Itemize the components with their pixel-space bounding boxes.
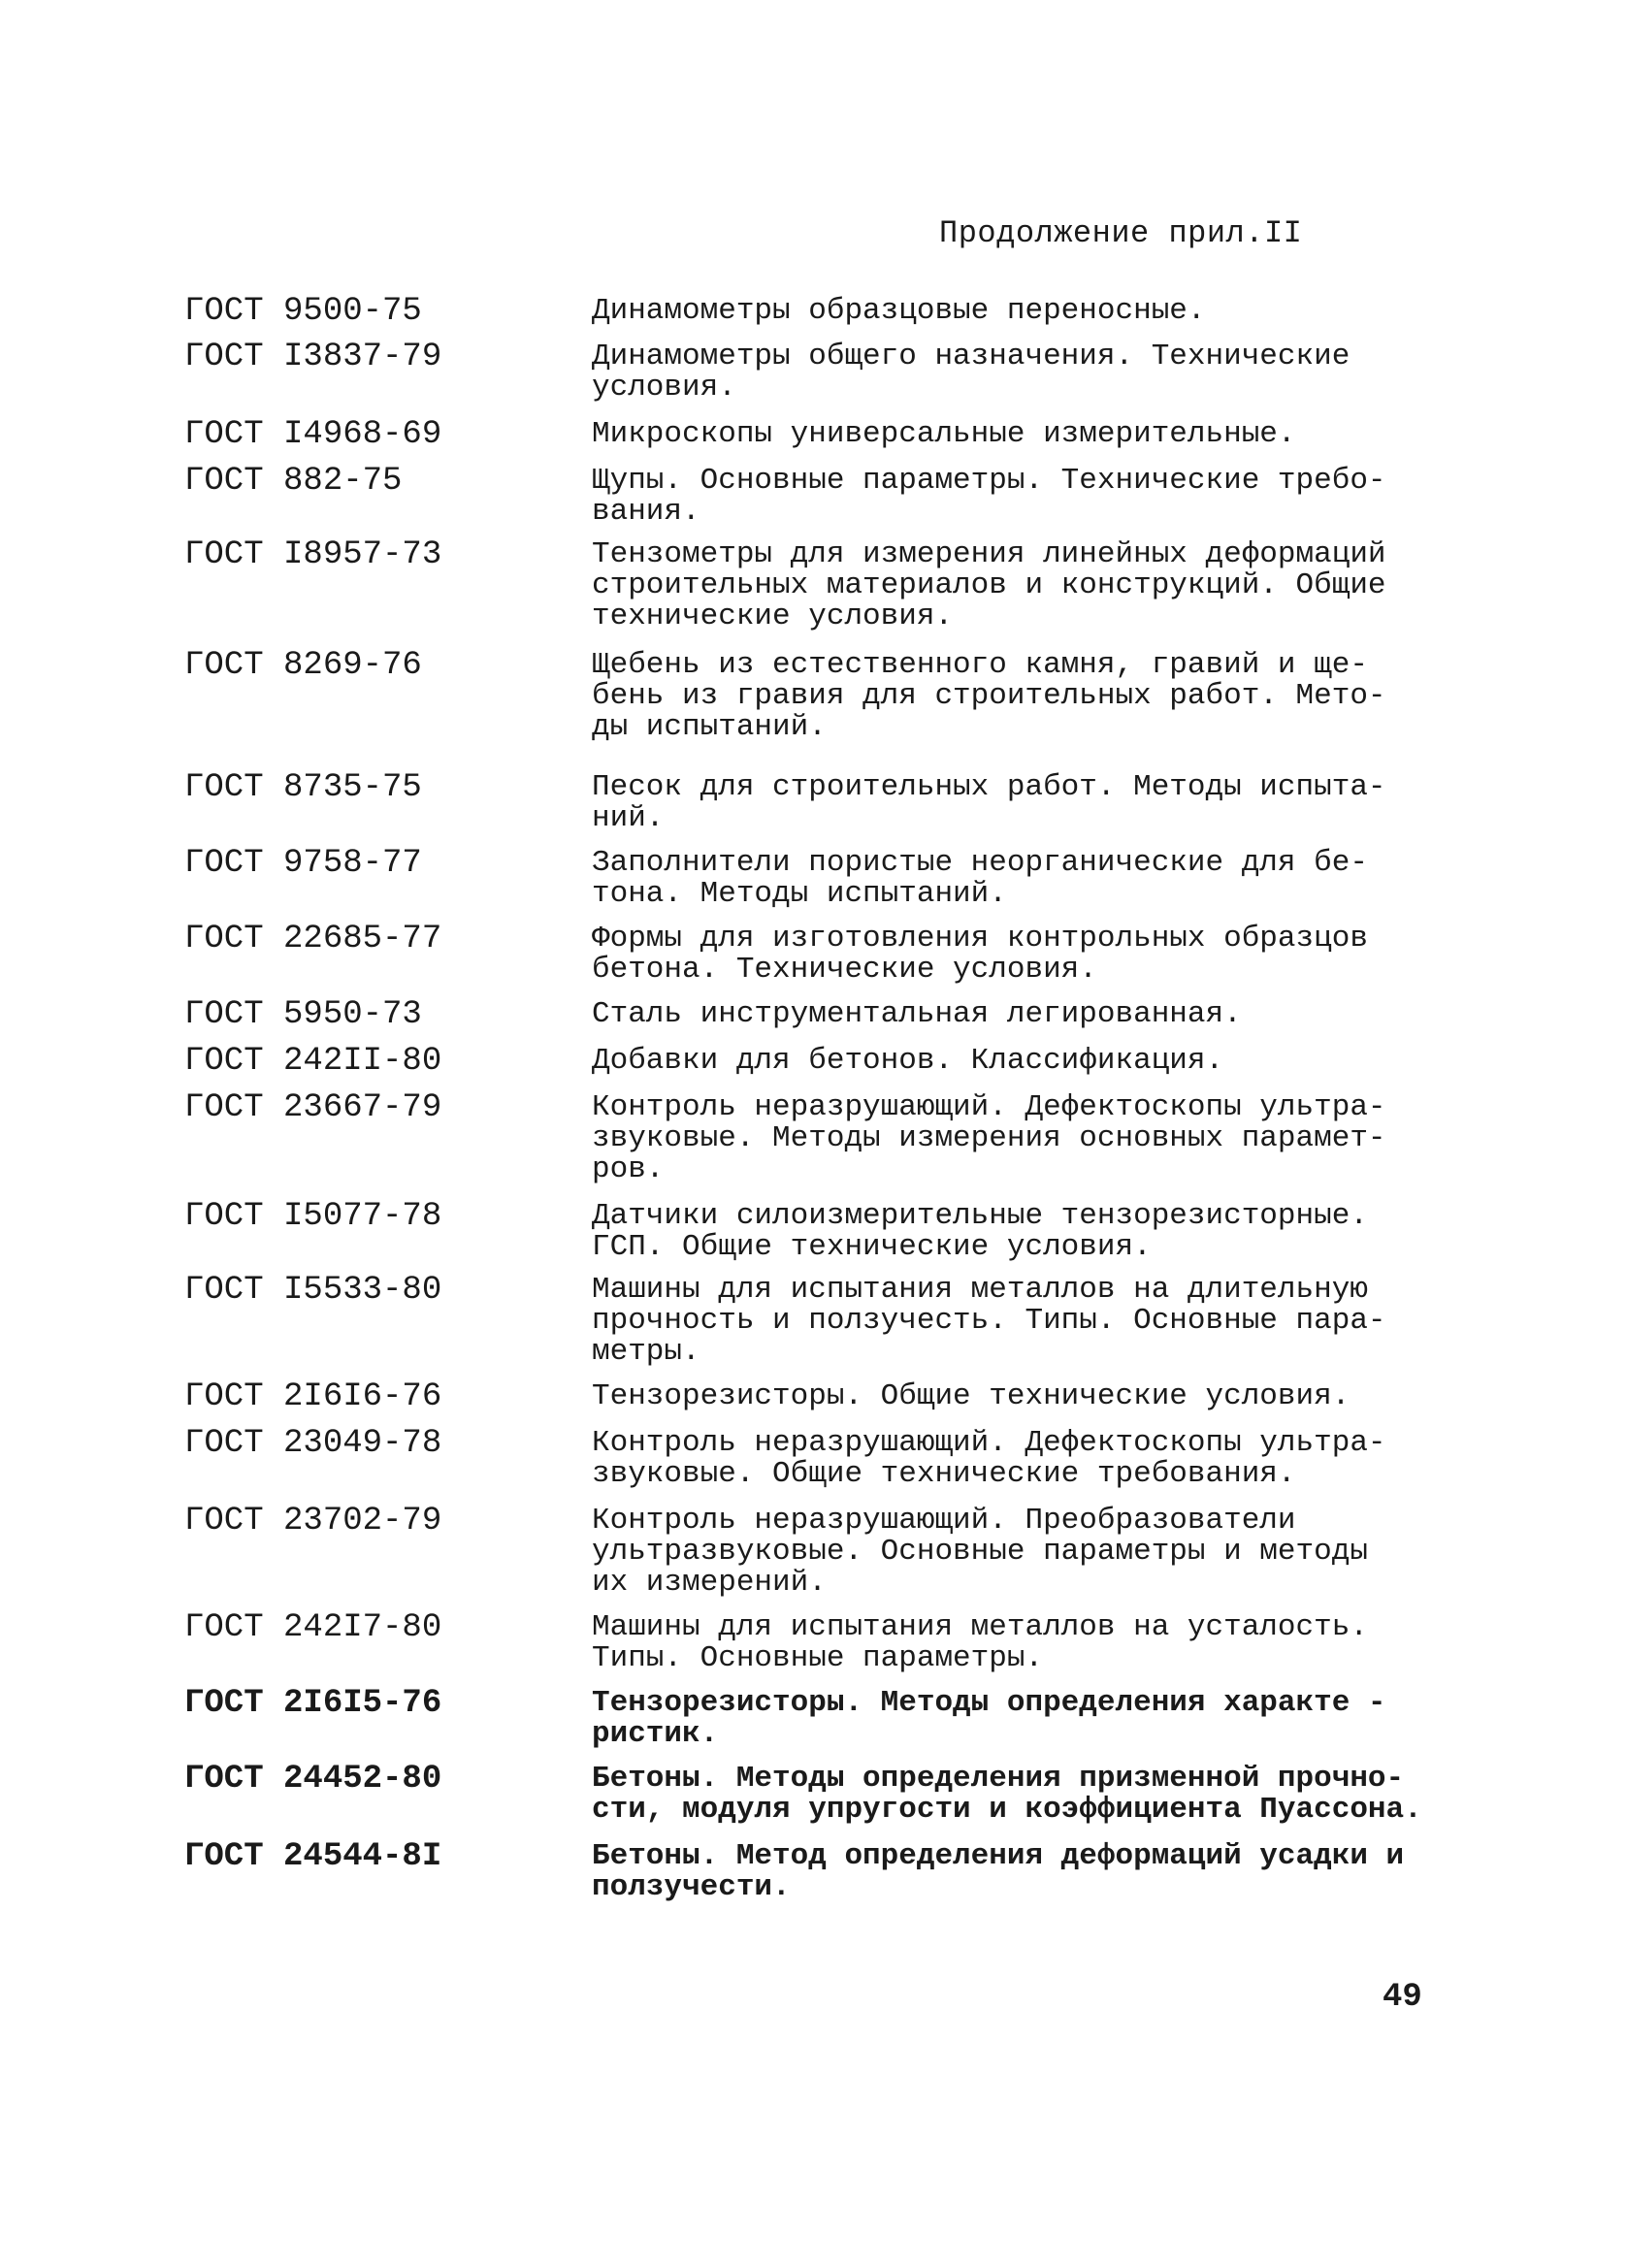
- standard-code: ГОСТ 9500-75: [184, 293, 422, 330]
- standard-title: Динамометры общего назначения. Технические условия.: [592, 340, 1350, 405]
- page-number: 49: [1383, 1979, 1422, 2016]
- standard-title: Микроскопы универсальные измерительные.: [592, 417, 1296, 451]
- standard-code: ГОСТ 242II-80: [184, 1043, 442, 1080]
- standard-title: Машины для испытания металлов на усталость. Типы. Основные параметры.: [592, 1610, 1368, 1675]
- standard-code: ГОСТ 23702-79: [184, 1503, 442, 1539]
- standard-title: Щебень из естественного камня, гравий и ще- бень из гравия для строительных работ. Мето- ды испытаний.: [592, 648, 1386, 744]
- standard-code: ГОСТ I5077-78: [184, 1198, 442, 1235]
- standard-code: ГОСТ 8269-76: [184, 647, 422, 684]
- standard-title: Щупы. Основные параметры. Технические требо- вания.: [592, 464, 1386, 529]
- standard-code: ГОСТ 2I6I6-76: [184, 1378, 442, 1415]
- standard-title: Заполнители пористые неорганические для бе- тона. Методы испытаний.: [592, 846, 1368, 911]
- standard-code: ГОСТ 882-75: [184, 463, 403, 500]
- standard-title: Контроль неразрушающий. Преобразователи ультразвуковые. Основные параметры и методы их измерений.: [592, 1504, 1368, 1600]
- standard-code: ГОСТ 23049-78: [184, 1425, 442, 1462]
- standard-title: Контроль неразрушающий. Дефектоскопы ультра- звуковые. Методы измерения основных парамет- ров.: [592, 1090, 1386, 1186]
- standard-title: Бетоны. Методы определения призменной прочно- сти, модуля упругости и коэффициента Пуассона.: [592, 1762, 1422, 1827]
- standard-code: ГОСТ 5950-73: [184, 996, 422, 1033]
- standard-title: Тензорезисторы. Общие технические условия.: [592, 1379, 1350, 1413]
- standard-code: ГОСТ I4968-69: [184, 416, 442, 453]
- standard-title: Формы для изготовления контрольных образцов бетона. Технические условия.: [592, 922, 1368, 987]
- standard-title: Добавки для бетонов. Классификация.: [592, 1044, 1224, 1078]
- standard-title: Контроль неразрушающий. Дефектоскопы ультра- звуковые. Общие технические требования.: [592, 1426, 1386, 1491]
- standard-code: ГОСТ 22685-77: [184, 921, 442, 957]
- standard-code: ГОСТ 9758-77: [184, 845, 422, 882]
- standard-title: Тензорезисторы. Методы определения характе - ристик.: [592, 1686, 1386, 1751]
- standard-code: ГОСТ 24544-8I: [184, 1838, 442, 1875]
- standard-title: Машины для испытания металлов на длительную прочность и ползучесть. Типы. Основные пара- метры.: [592, 1273, 1386, 1369]
- standard-code: ГОСТ 2I6I5-76: [184, 1685, 442, 1722]
- standard-code: ГОСТ I8957-73: [184, 536, 442, 573]
- standard-title: Датчики силоизмерительные тензорезисторные. ГСП. Общие технические условия.: [592, 1199, 1368, 1264]
- standard-code: ГОСТ 8735-75: [184, 769, 422, 806]
- standard-title: Тензометры для измерения линейных деформаций строительных материалов и конструкций. Общие технические условия.: [592, 537, 1386, 633]
- standard-code: ГОСТ I5533-80: [184, 1272, 442, 1309]
- page-header: Продолжение прил.II: [939, 215, 1303, 251]
- standard-title: Динамометры образцовые переносные.: [592, 294, 1206, 328]
- standard-code: ГОСТ I3837-79: [184, 339, 442, 375]
- standard-title: Бетоны. Метод определения деформаций усадки и ползучести.: [592, 1839, 1405, 1904]
- standard-title: Песок для строительных работ. Методы испыта- ний.: [592, 770, 1386, 835]
- standard-title: Сталь инструментальная легированная.: [592, 997, 1242, 1031]
- standard-code: ГОСТ 23667-79: [184, 1089, 442, 1126]
- standard-code: ГОСТ 24452-80: [184, 1761, 442, 1798]
- standard-code: ГОСТ 242I7-80: [184, 1609, 442, 1646]
